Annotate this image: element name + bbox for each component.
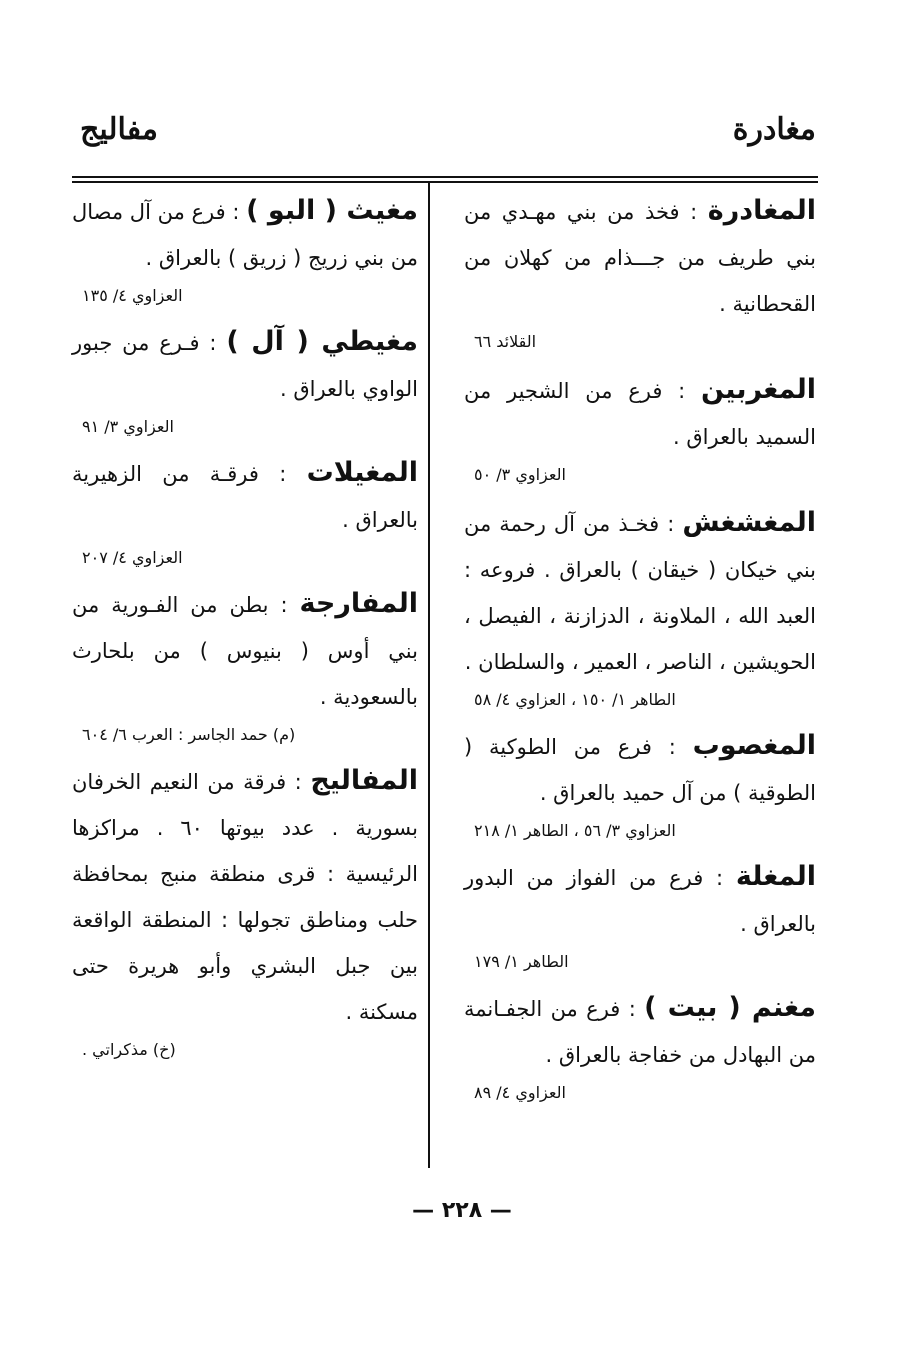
page-number: — ٢٢٨ — — [412, 1198, 512, 1223]
entry — [72, 450, 418, 573]
entry — [72, 319, 418, 442]
entry-source: الطاهر ١/ ١٧٩ — [474, 952, 569, 971]
entry-source: القلائد ٦٦ — [474, 332, 537, 351]
header-rule-top — [72, 176, 818, 178]
entry-headword: مغيث ( البو ) — [246, 195, 418, 226]
entry — [464, 854, 816, 977]
entry-source: العزاوي ٣/ ٥٠ — [474, 465, 566, 484]
entry — [464, 500, 816, 715]
entry-source: العزاوي ٣/ ٥٦ ، الطاهر ١/ ٢١٨ — [474, 821, 676, 840]
entry-definition: : فرقـة من الزهيرية بالعراق . — [72, 462, 418, 532]
entry — [464, 367, 816, 490]
entry-definition: : فـرع من جبور الواوي بالعراق . — [72, 331, 418, 401]
entry-definition: : فرع من الجفـانمة من البهادل من خفاجة بالعراق . — [464, 997, 816, 1067]
entry-headword: المغيلات — [306, 457, 418, 488]
entry-headword: المغلة — [735, 861, 816, 892]
entry-source: العزاوي ٤/ ١٣٥ — [82, 286, 183, 305]
entry-definition: : فرقة من النعيم الخرفان بسورية . عدد بيوتها ٦٠ . مراكزها الرئيسية : قرى منطقة منبج بمحافظة حلب ومناطق تجولها : المنطقة الواقعة بين جبل البشري وأبو هريرة حتى مسكنة . — [72, 770, 418, 1024]
entry-definition: : فرع من الفواز من البدور بالعراق . — [464, 866, 816, 936]
entry-headword: المغربين — [701, 374, 816, 405]
entry — [72, 581, 418, 750]
entry-definition: : فرع من الشجير من السميد بالعراق . — [464, 379, 816, 449]
entry-headword: المغصوب — [692, 730, 816, 761]
entry-source: العزاوي ٤/ ٢٠٧ — [82, 548, 183, 567]
entry-definition: : فرع من آل مصال من بني زريج ( زريق ) بالعراق . — [72, 200, 418, 270]
entry-source: العزاوي ٤/ ٨٩ — [474, 1083, 566, 1102]
entry-headword: المفارجة — [299, 588, 418, 619]
entry-definition: : بطن من الفـورية من بني أوس ( بنيوس ) من بلحارث بالسعودية . — [72, 593, 418, 709]
entry — [464, 188, 816, 357]
header-rule-bottom — [72, 181, 818, 183]
entry-source: العزاوي ٣/ ٩١ — [82, 417, 174, 436]
header-right-keyword: مغادرة — [732, 112, 816, 147]
entry-definition: : فخذ من بني مهـدي من بني طريف من جـــذام من كهلان من القحطانية . — [464, 200, 816, 316]
entry-source: الطاهر ١/ ١٥٠ ، العزاوي ٤/ ٥٨ — [474, 690, 676, 709]
right-column — [464, 188, 816, 1116]
entry-definition: : فخـذ من آل رحمة من بني خيكان ( خيقان ) بالعراق . فروعه : العبد الله ، الملاونة ، الدزازنة ، الفيصل ، الحويشين ، الناصر ، العمير ، والسلطان . — [464, 512, 816, 674]
entry-headword: مغنم ( بيت ) — [644, 992, 817, 1023]
column-divider — [428, 183, 430, 1168]
entry-headword: المغادرة — [707, 195, 816, 226]
entry — [72, 758, 418, 1065]
entry-headword: مغيطي ( آل ) — [226, 326, 418, 357]
header-left-keyword: مفاليج — [80, 112, 158, 147]
entry — [464, 985, 816, 1108]
left-column — [72, 188, 418, 1073]
entry-definition: : فرع من الطوكية ( الطوقية ) من آل حميد بالعراق . — [464, 735, 816, 805]
entry — [72, 188, 418, 311]
entry-source: (م) حمد الجاسر : العرب ٦/ ٦٠٤ — [82, 725, 296, 744]
entry-headword: المفاليج — [310, 765, 418, 796]
entry-source: (خ) مذكراتي . — [82, 1040, 176, 1059]
entry — [464, 723, 816, 846]
entry-headword: المغشغش — [682, 507, 816, 538]
